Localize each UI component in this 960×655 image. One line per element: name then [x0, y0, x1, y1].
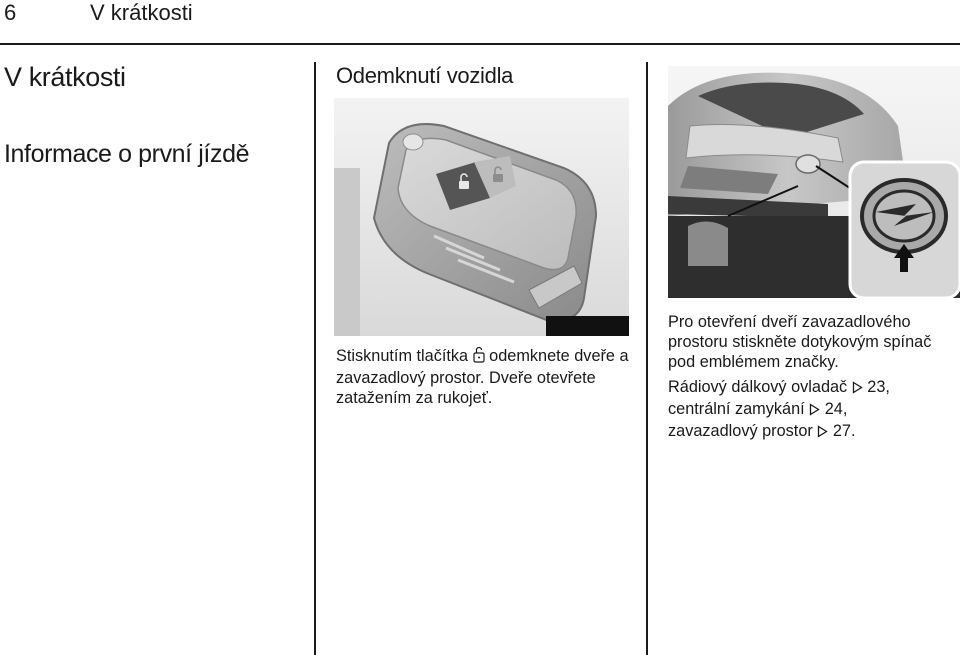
column-divider-right [646, 62, 648, 655]
reference-line [668, 377, 960, 399]
page-number: 6 [4, 0, 17, 25]
page-reference-arrow-icon [817, 423, 828, 443]
tailgate-paragraph [668, 312, 960, 372]
cross-references [668, 377, 960, 443]
unlock-heading: Odemknutí vozidla [336, 63, 514, 88]
reference-page[interactable]: 27. [832, 422, 856, 440]
reference-page[interactable]: 24, [824, 400, 848, 418]
page-reference-arrow-icon [809, 401, 820, 421]
tailgate-text: Pro otevření dveří zavazadlového prostoru stiskněte dotykovým spínač pod emblémem značky. [668, 313, 932, 371]
reference-line [668, 399, 960, 421]
page-reference-arrow-icon [852, 379, 863, 399]
caption-text-after: odemknete dveře a zavazadlový prostor. Dveře otevřete zatažením za rukojeť. [336, 347, 629, 407]
running-header-title: V krátkosti [90, 0, 193, 25]
column-divider-left [314, 62, 316, 655]
lock-open-icon [473, 346, 485, 368]
section-subtitle: Informace o první jízdě [4, 140, 250, 168]
reference-line [668, 421, 960, 443]
remote-key-illustration [334, 98, 629, 336]
unlock-caption [336, 346, 636, 408]
reference-label: Rádiový dálkový ovladač [668, 378, 848, 396]
reference-label: centrální zamykání [668, 400, 805, 418]
reference-label: zavazadlový prostor [668, 422, 813, 440]
caption-text-before: Stisknutím tlačítka [336, 347, 469, 365]
section-title: V krátkosti [4, 62, 126, 92]
tailgate-emblem-illustration [668, 66, 960, 298]
reference-page[interactable]: 23, [867, 378, 890, 396]
header-divider [0, 43, 960, 45]
